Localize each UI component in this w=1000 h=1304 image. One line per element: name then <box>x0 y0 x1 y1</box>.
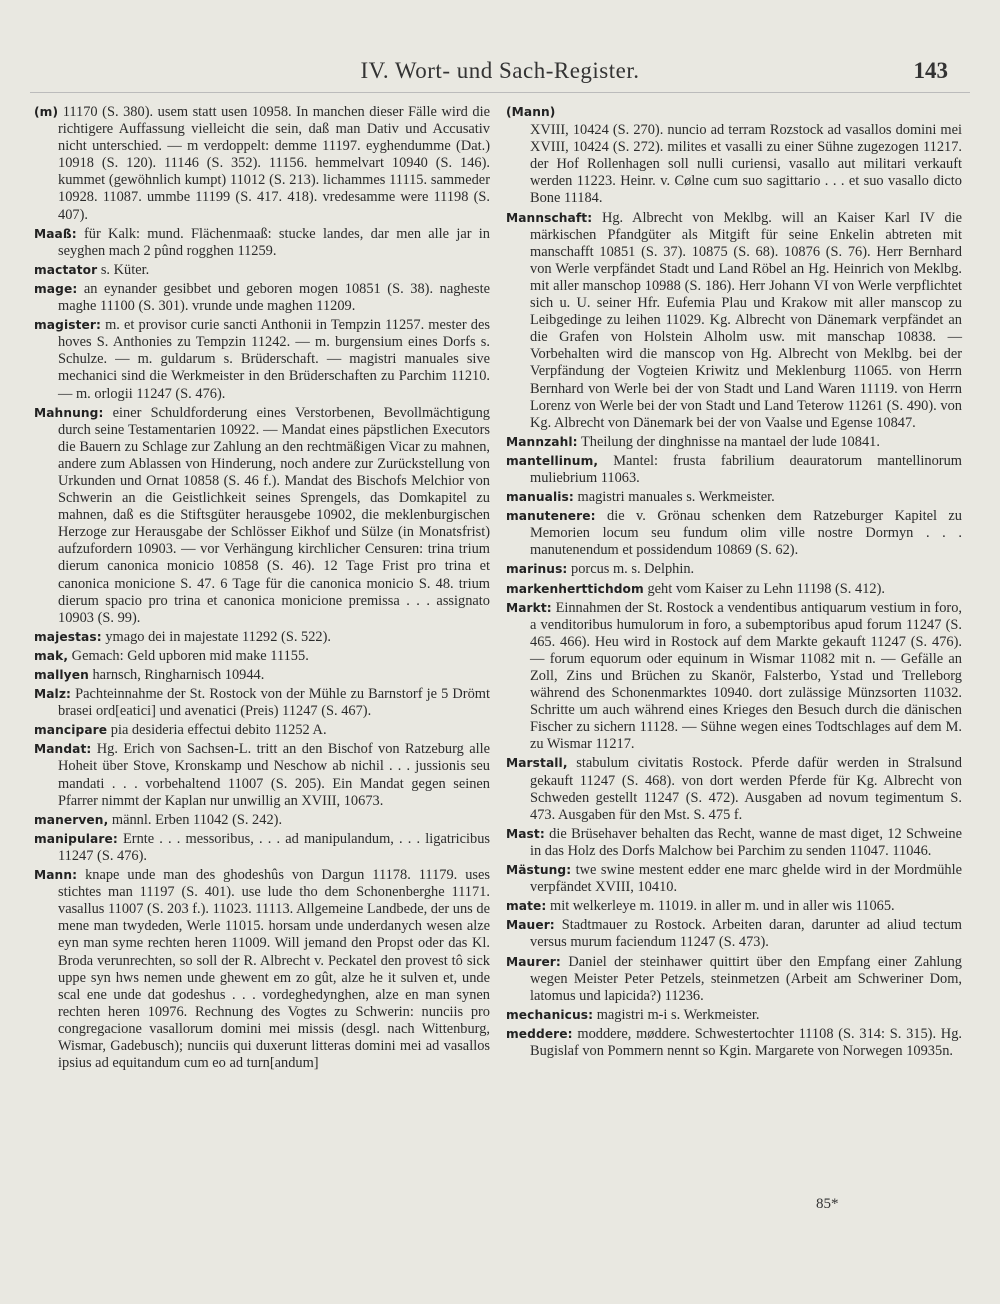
register-entry <box>34 629 490 646</box>
entry-text: pia desideria effectui debito 11252 A. <box>110 722 327 739</box>
register-entry <box>506 434 962 451</box>
entry-headword: majestas: <box>34 629 102 644</box>
entry-text: Ernte . . . messoribus, . . . ad manipulandum, . . . ligatricibus 11247 (S. 476). <box>58 830 491 864</box>
entry-text: ymago dei in majestate 11292 (S. 522). <box>105 628 331 645</box>
entry-headword: Mauer: <box>506 918 555 933</box>
entry-headword: manualis: <box>506 490 574 505</box>
entry-text: geht vom Kaiser zu Lehn 11198 (S. 412). <box>647 580 885 597</box>
entry-text: für Kalk: mund. Flächenmaaß: stucke landes, dar men alle jar in seyghen mach 2 pûnd rogghen 11259. <box>58 225 490 259</box>
register-entry <box>506 453 962 487</box>
entry-text: Pachteinnahme der St. Rostock von der Mühle zu Barnstorf je 5 Drömt brasei ord[eatici] und avenatici (Preis) 11247 (S. 467). <box>58 686 490 720</box>
entry-text: die Brüsehaver behalten das Recht, wanne de mast diget, 12 Schweine in das Holz des Dorfs Malchow bei Parchim zu senden 11047. 11046. <box>530 825 962 859</box>
entry-text: 11170 (S. 380). usem statt usen 10958. In manchen dieser Fälle wird die richtigere Auffassung vielleicht die sein, daß man Dativ und Accusativ nicht unterschied. — m verdoppelt: demme 11197. eyghendumme (Dat.) 10918 (S. 120). 11146 (S. 352). 11156. hemmelvart 10940 (S. 146). kummet (gewöhnlich kumpt) 11012 (S. 213). lichammes 11115. sammeder 10928. 11087. ummbe 11199 (S. 417. 418). vredesamme were 11198 (S. 407). <box>58 104 490 223</box>
entry-headword: Mannschaft: <box>506 210 593 225</box>
entry-text: Daniel der steinhawer quittirt über den Empfang einer Zahlung wegen Meister Peter Petzels, steinmetzen (Arbeit am Schweriner Dom, latomus und lapicida?) 11236. <box>530 953 962 1004</box>
entry-text: s. Küter. <box>100 261 150 278</box>
register-entry <box>506 1026 962 1060</box>
entry-headword: Maaß: <box>34 226 77 241</box>
entry-text: Mantel: frusta fabrilium deauratorum mantellinorum muliebrium 11063. <box>530 452 962 486</box>
entry-text: knape unde man des ghodeshûs von Dargun 11178. 11179. uses stichtes man 11197 (S. 401). use lude tho dem Schonenberghe 11171. vasallus 11007 (S. 203 f.). 11023. 11113. Allgemeine Landbede, der uns de mene man twydeden, Werle 11015. horsam unde underdanych wesen alze eyn man syme rechten heren 11009. Will jemand den Propst oder das Kl. Broda verunrechten, so soll der R. Albrecht v. Peckatel den provest tô sick uppe syn hws nemen unde ghewent em zo gût, alze he it sulven et, unde scal ene unde dat godeshus . . . vordeghedynghen, alze en man synen rechten heren 10976. Rechnung des Vogtes zu Schwerin: nunciis pro congregacione vasallorum domini mei missis (desgl. nach Wittenburg, Wismar, Gadebusch); nunciis qui duxerunt litteras domini mei ad vasallos ipsius ad equitandum cum eo ad turn[andum] <box>58 867 490 1072</box>
entry-headword: Mast: <box>506 826 545 841</box>
register-entry <box>34 262 490 279</box>
entry-text: Hg. Erich von Sachsen-L. tritt an den Bischof von Ratzeburg alle Hoheit über Stove, Kronskamp und Neschow ab nichil . . . jussionis seu mandati . . . vorbehaltend 11007 (S. 205). Ein Mandat gegen seinen Pfarrer nimmt der Kaplan nur unwillig an XVIII, 10673. <box>58 741 490 809</box>
entry-headword: markenherttichdom <box>506 581 644 596</box>
right-column <box>506 104 962 1062</box>
entry-text: stabulum civitatis Rostock. Pferde dafür werden in Stralsund gekauft 11247 (S. 468). von dort werden Pferde für Kg. Albrecht von Schweden gestellt 11247 (S. 472). Ausgaben ad novum tegimentum S. 473. Ausgaben für den Mst. S. 475 f. <box>530 755 962 823</box>
entry-text: m. et provisor curie sancti Anthonii in Tempzin 11257. mester des hoves S. Anthonies zu Tempzin 11242. — m. burgensium eines Dorfs s. Schulze. — m. guldarum s. Brüderschaft. — magistri manuales sive mechanici sind die Werkmeister in den Brüderschaften zu Parchim 11210. — m. orlogii 11247 (S. 476). <box>58 317 490 402</box>
entry-headword: mate: <box>506 899 547 914</box>
entry-headword: mantellinum, <box>506 453 599 468</box>
entry-text: magistri manuales s. Werkmeister. <box>577 489 775 506</box>
entry-headword: manerven, <box>34 812 109 827</box>
register-entry <box>506 862 962 896</box>
register-entry <box>34 722 490 739</box>
register-entry <box>506 1007 962 1024</box>
entry-headword: mallyen <box>34 668 89 682</box>
entry-headword: meddere: <box>506 1026 573 1041</box>
entry-text: twe swine mestent edder ene marc ghelde wird in der Mordmühle verpfändet XVIII, 10410. <box>530 862 962 896</box>
entry-text: die v. Grönau schenken dem Ratzeburger Kapitel zu Memorien locum seu fundum olim ville nostre Dormyn . . . manutenendum et possidendum 10869 (S. 62). <box>530 508 962 559</box>
register-entry <box>506 600 962 754</box>
register-entry <box>506 917 962 951</box>
register-entry <box>34 667 490 684</box>
entry-headword: manutenere: <box>506 509 596 524</box>
entry-text: harnsch, Ringharnisch 10944. <box>92 667 265 683</box>
register-entry <box>34 867 490 1072</box>
register-entry <box>506 561 962 578</box>
entry-headword: Mahnung: <box>34 405 104 420</box>
register-entry <box>34 831 490 865</box>
entry-headword: Maurer: <box>506 954 561 969</box>
register-entry <box>34 317 490 402</box>
entry-headword: Marstall, <box>506 756 568 771</box>
entry-text: Hg. Albrecht von Meklbg. will an Kaiser Karl IV die märkischen Pfandgüter als Mitgift für seine Enkelin abtreten mit manschafft 10851 (S. 37). 10875 (S. 68). 10876 (S. 76). Herr Bernhard von Werle verpfändet Stadt und Land Röbel an Hg. Heinrich von Meklbg. mit aller manschop 10988 (S. 186). Herr Johann VI von Werle verpflichtet sich u. U. seiner Hfr. Eufemia Plau und Krakow mit aller manscop zu Leibgedinge zu leihen 11029. Kg. Albrecht von Dänemark verpfändet an die Grafen von Holstein Alholm usw. mit manschap 10838. — Vorbehalten wird die manscop von Hg. Albrecht von Meklbg. bei der Verpfändung der Vogteien Kriwitz und Meklenburg 11065. von Herrn Bernhard von Werle bei der von Stadt und Land Waren 11119. von Herrn Lorenz von Werle bei der von Stadt und Land Teterow 11261 (S. 490). von Kg. Albrecht von Dänemark bei der von Vaalse und Egense 10847. <box>530 209 963 431</box>
register-entry <box>506 104 962 208</box>
entry-headword: (m) <box>34 105 59 119</box>
register-entry <box>506 755 962 823</box>
register-entry <box>34 405 490 627</box>
entry-text: porcus m. s. Delphin. <box>571 561 695 578</box>
register-entry <box>34 648 490 665</box>
entry-text: XVIII, 10424 (S. 270). nuncio ad terram Rozstock ad vasallos domini mei XVIII, 10424 (S. 272). milites et vasalli zu einer Sühne zugezogen 11217. der Hof Rollenhagen soll nulli curiensi, vasallo aut militari verkauft werden 11223. Heinr. v. Cølne cum suo sagittario . . . et suo vasallo dicto Bone 11184. <box>530 122 962 207</box>
entry-text: männl. Erben 11042 (S. 242). <box>111 811 283 828</box>
register-entry <box>506 581 962 598</box>
entry-headword: (Mann) <box>506 105 556 119</box>
entry-text: moddere, møddere. Schwestertochter 11108 (S. 314: S. 315). Hg. Bugislaf von Pommern nennt so Kgin. Margarete von Norwegen 10935n. <box>530 1025 962 1059</box>
entry-text: magistri m-i s. Werkmeister. <box>596 1006 760 1023</box>
entry-headword: manipulare: <box>34 831 118 846</box>
entry-headword: mak, <box>34 648 69 663</box>
left-column <box>34 104 490 1074</box>
header-rule <box>30 92 970 93</box>
register-entry <box>34 281 490 315</box>
entry-headword: mancipare <box>34 723 108 738</box>
page-number: 143 <box>913 58 948 83</box>
entry-headword: Mästung: <box>506 863 572 878</box>
entry-headword: Mann: <box>34 868 78 883</box>
running-header-title: IV. Wort- und Sach-Register. <box>360 58 640 83</box>
register-entry <box>34 741 490 809</box>
entry-headword: Markt: <box>506 600 552 615</box>
entry-headword: Mandat: <box>34 742 92 757</box>
register-entry <box>506 826 962 860</box>
entry-headword: marinus: <box>506 562 568 577</box>
register-entry <box>506 508 962 559</box>
entry-text: Einnahmen der St. Rostock a vendentibus antiquarum vestium in foro, a venditoribus humulorum in foro, a subemptoribus apud forum 11247 (S. 465. 466). Heu wird in Rostock auf dem Markte gekauft 11247 (S. 476). — forum equorum oder equinum in Wismar 11082 mit n. — Gefälle an Zoll, Zins und Brüchen zu Skanör, Falsterbo, Ystad und Trelleborg während des Schonenmarktes 10940. dort zulässige Münzsorten 11032. Schritte um auch während eines Krieges den Besuch durch die dänischen Fischer zu sichern 11128. — Sühne wegen eines Todtschlages auf dem M. zu Wismar 11217. <box>530 599 962 753</box>
register-entry <box>506 954 962 1005</box>
entry-headword: mage: <box>34 281 78 296</box>
entry-headword: Malz: <box>34 687 71 702</box>
entry-text: Gemach: Geld upboren mid make 11155. <box>71 647 309 664</box>
register-entry <box>506 489 962 506</box>
entry-headword: mactator <box>34 262 98 277</box>
register-entry <box>34 812 490 829</box>
signature-mark: 85* <box>816 1196 839 1212</box>
register-entry <box>34 226 490 260</box>
entry-text: Stadtmauer zu Rostock. Arbeiten daran, darunter ad aliud tectum versus murum faciendum 11247 (S. 473). <box>530 917 962 951</box>
register-entry <box>506 898 962 915</box>
register-entry <box>34 686 490 720</box>
register-entry <box>506 210 962 432</box>
entry-text: mit welkerleye m. 11019. in aller m. und in aller wis 11065. <box>550 898 895 915</box>
register-entry <box>34 104 490 224</box>
entry-headword: Mannzahl: <box>506 434 578 449</box>
entry-text: an eynander gesibbet und geboren mogen 10851 (S. 38). nagheste maghe 11100 (S. 301). vrunde unde maghen 11209. <box>58 280 490 315</box>
entry-text: einer Schuldforderung eines Verstorbenen, Bevollmächtigung durch seine Testamentarien 10922. — Mandat eines päpstlichen Executors die Bauern zu Schlage zur Zahlung an den rechtmäßigen Vicar zu mahnen, andere zum Ablassen von Hinderung, noch andere zur Zurückstellung von Urkunden und Ornat 10858 (S. 46 f.). Mandat des Bischofs Melchior von Schwerin an die Geistlichkeit seines Sprengels, das Domkapitel zu mahnen, daß es die Stiftsgüter herausgebe 10902, die meklenburgischen Herzoge zur Herausgabe der Schlösser Eikhof und Sülze (in Monatsfrist) aufzufordern 10903. — vor Verhängung kirchlicher Censuren: trina trium dierum canonica monicio 10858 (S. 46). 12 Tage Frist pro trina et canonica monicione S. 47. 6 Tage für die canonica monicio S. 48. trium dierum spacio pro trina et canonica monicione premissa . . . assignato 10903 (S. 99). <box>58 404 490 626</box>
entry-text: Theilung der dinghnisse na mantael der lude 10841. <box>581 433 880 450</box>
entry-headword: mechanicus: <box>506 1007 594 1022</box>
entry-headword: magister: <box>34 318 101 333</box>
